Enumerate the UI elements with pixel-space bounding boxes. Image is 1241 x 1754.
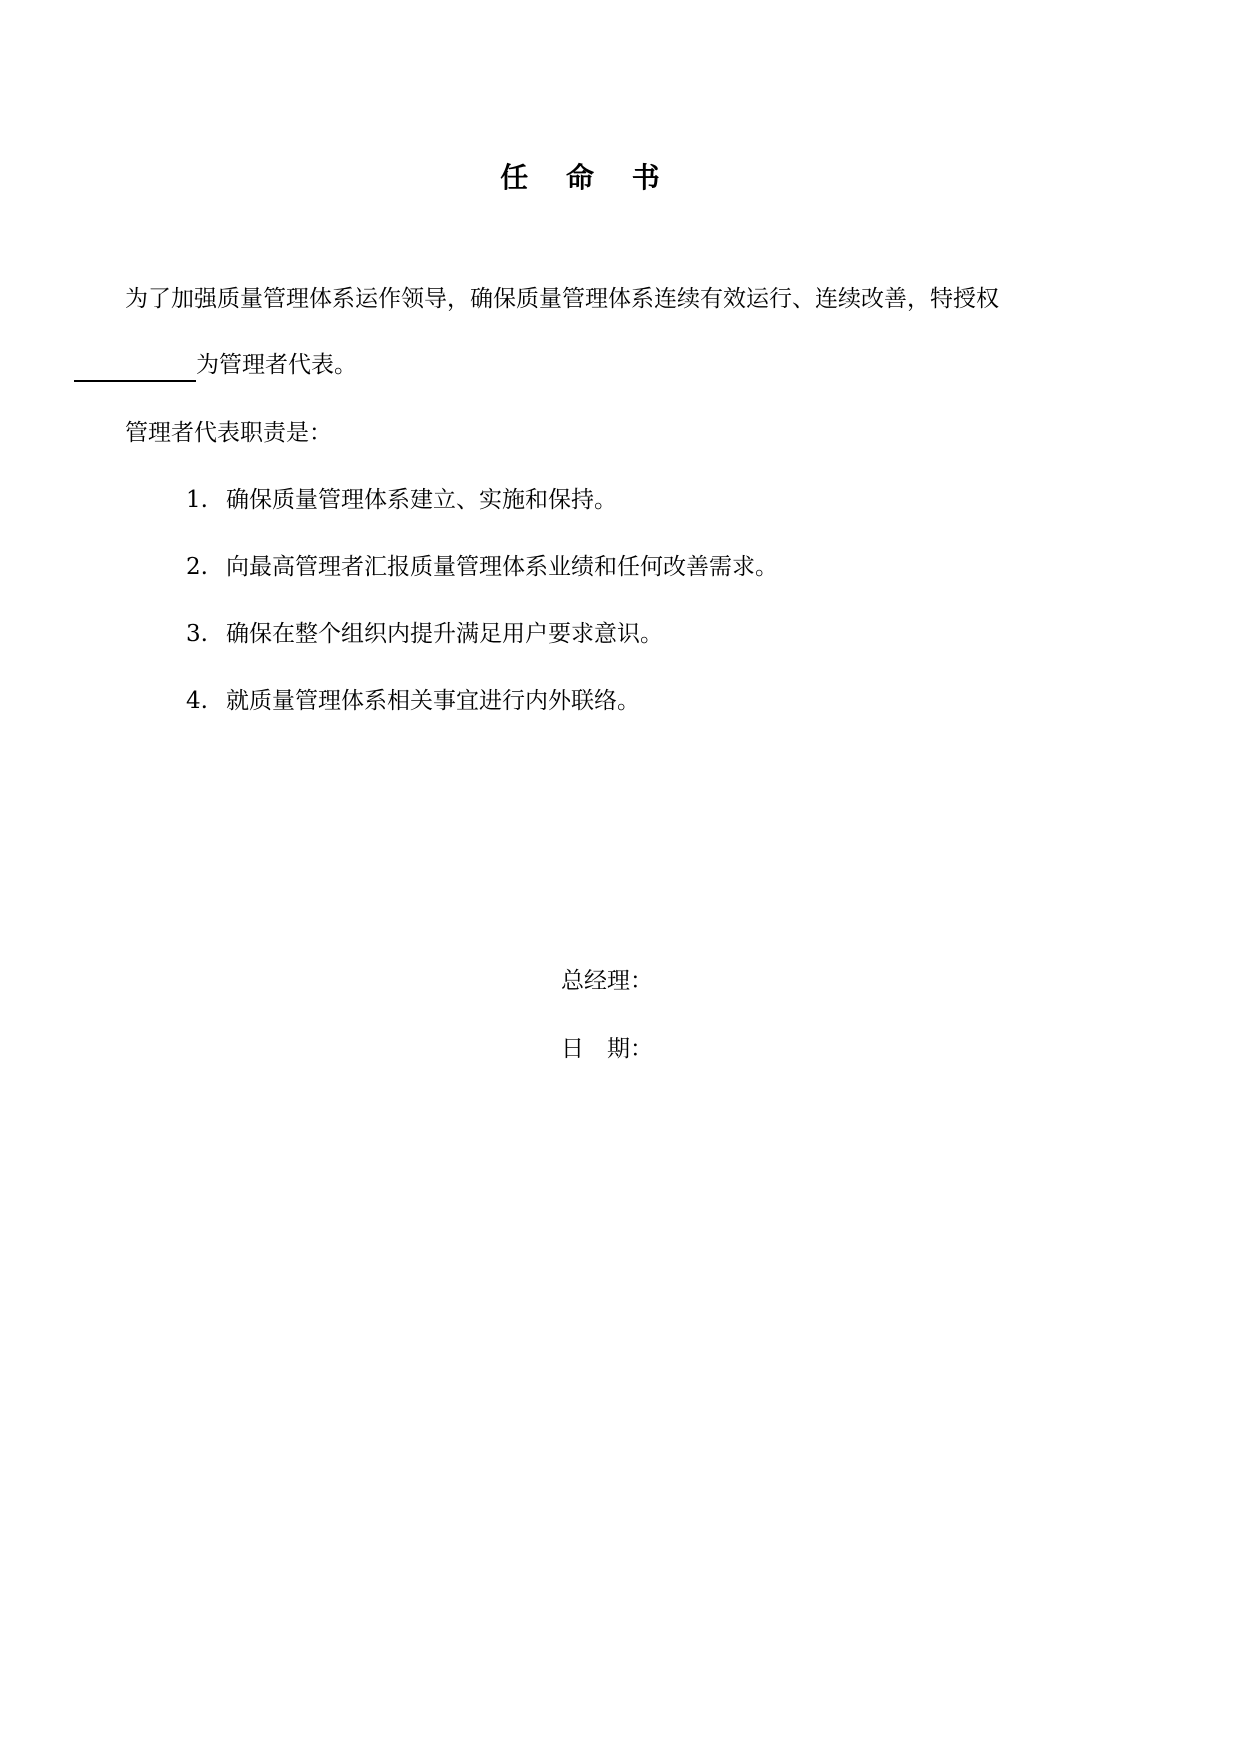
duty-number: 3. <box>186 621 208 647</box>
duty-text: 确保质量管理体系建立、实施和保持。 <box>226 487 617 513</box>
appointment-line <box>74 348 357 382</box>
duty-item <box>186 550 778 584</box>
duty-item <box>186 684 640 718</box>
duty-text: 就质量管理体系相关事宜进行内外联络。 <box>226 688 640 714</box>
date-label: 日 期： <box>561 1036 653 1062</box>
duty-number: 2. <box>186 554 208 580</box>
name-blank-field <box>74 354 196 382</box>
duty-text: 向最高管理者汇报质量管理体系业绩和任何改善需求。 <box>226 554 778 580</box>
document-title: 任 命 书 <box>500 161 674 194</box>
appointment-suffix: 为管理者代表。 <box>196 352 357 378</box>
duties-heading: 管理者代表职责是： <box>125 420 332 446</box>
duty-text: 确保在整个组织内提升满足用户要求意识。 <box>226 621 663 647</box>
duty-item <box>186 483 617 517</box>
intro-paragraph: 为了加强质量管理体系运作领导，确保质量管理体系连续有效运行、连续改善，特授权 <box>125 286 999 312</box>
general-manager-signature-label: 总经理： <box>561 968 653 994</box>
duty-number: 4. <box>186 688 208 714</box>
duty-number: 1. <box>186 487 208 513</box>
duty-item <box>186 617 663 651</box>
